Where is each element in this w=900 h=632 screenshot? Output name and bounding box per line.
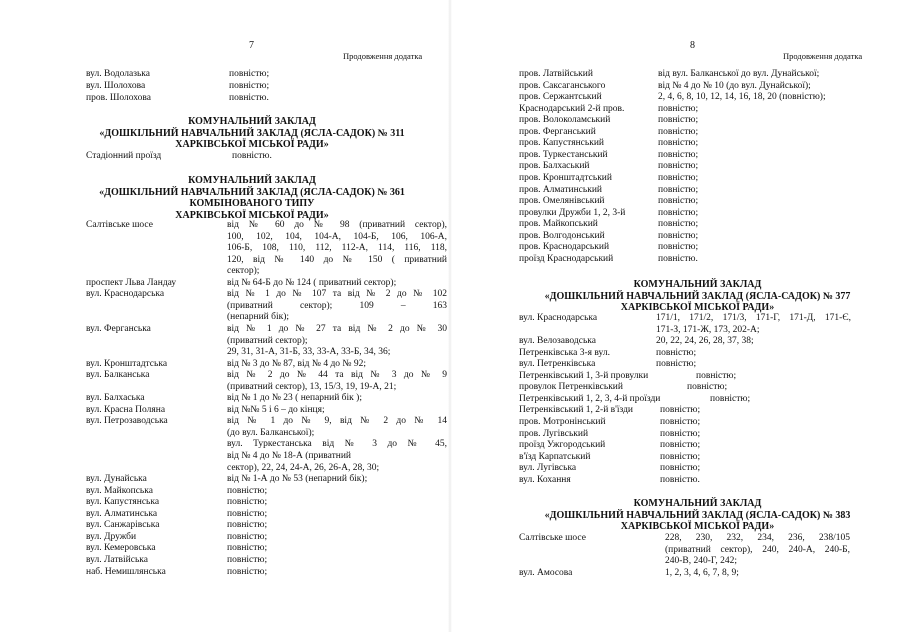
street-range: повністю; [658,196,699,207]
street-name: пров. Алматинський [519,184,602,195]
street-name: пров. Волгодонський [519,230,605,241]
title-line: КОМУНАЛЬНИЙ ЗАКЛАД [188,116,316,127]
title-line: КОМУНАЛЬНИЙ ЗАКЛАД [633,279,762,290]
street-range: повністю; [227,497,268,508]
street-range: (приватний сектор); [227,335,308,346]
street-range: від № 60 до № 98 (приватний сектор), [227,220,447,230]
street-name: Салтівське шосе [519,533,586,543]
street-range: 240-В, 240-Г, 242; [665,556,737,567]
street-name: пров. Туркестанський [519,149,608,160]
street-name: пров. Капустянський [519,138,604,149]
street-range: від № 3 до № 87, від № 4 до № 92; [227,358,366,369]
street-name: Салтівське шосе [86,220,153,230]
street-range: повністю; [227,543,268,554]
street-name: вул. Санжарівська [86,520,160,531]
street-name: вул. Амосова [519,567,573,578]
title-line: КОМУНАЛЬНИЙ ЗАКЛАД [633,498,762,509]
street-range: повністю; [660,451,701,462]
section-title-383 [505,498,890,533]
street-name: вул. Лугівська [519,463,577,474]
title-line: КОМБІНОВАНОГО ТИПУ [189,198,315,209]
street-name: вул. Латвійська [86,554,148,565]
street-range: 171-З, 171-Ж, 173, 202-А; [656,324,760,335]
street-range: 228, 230, 232, 234, 236, 238/105 [665,533,850,543]
street-range: 120, від № 140 до № 150 ( приватний [227,254,447,265]
street-range: повністю. [232,151,272,161]
document-page-right [450,0,900,632]
street-range: від № 1 до № 23 ( непарний бік ); [227,393,362,404]
street-range: 106-Б, 108, 110, 112, 112-А, 114, 116, 118, [227,243,447,254]
title-line: ХАРКІВСЬКОЇ МІСЬКОЇ РАДИ» [175,209,329,221]
street-range: від № 1 до № 27 та від № 2 до № 30 [227,323,447,334]
street-range: від № 1-А до № 53 (непарний бік); [227,474,368,485]
street-name: Петренківський 1, 2-й в'їзди [519,405,633,416]
street-range: повністю; [660,416,701,427]
street-range: повністю; [658,184,699,195]
title-line: ХАРКІВСЬКОЇ МІСЬКОЇ РАДИ» [175,139,329,150]
street-range: повністю; [660,405,701,416]
street-name: провулки Дружби 1, 2, 3-й [519,207,626,218]
street-name: пров. Латвійський [519,69,593,79]
street-range: 100, 102, 104, 104-А, 104-Б, 106, 106-А, [227,231,447,242]
street-name: проїзд Ужгородський [519,440,606,451]
street-name: вул. Балканська [86,370,150,381]
street-range: повністю; [710,393,751,404]
page-number: 8 [690,40,695,51]
street-range: від № 4 до № 18-А (приватний [227,451,352,461]
title-line: «ДОШКІЛЬНИЙ НАВЧАЛЬНИЙ ЗАКЛАД (ЯСЛА-САДОК) № 311 [99,127,405,139]
street-name: вул. Дружби [86,531,137,542]
street-name: вул. Петрозаводська [86,416,168,427]
street-name: пров. Майкопський [519,219,598,230]
title-line: «ДОШКІЛЬНИЙ НАВЧАЛЬНИЙ ЗАКЛАД (ЯСЛА-САДОК) № 377 [544,290,851,302]
street-range: (непарний бік); [227,312,290,323]
street-range: від № 64-Б до № 124 ( приватний сектор); [227,277,397,288]
page-header: Продовження додатка [343,51,423,61]
title-line: «ДОШКІЛЬНИЙ НАВЧАЛЬНИЙ ЗАКЛАД (ЯСЛА-САДОК) № 361 [99,186,405,198]
street-range: повністю. [660,474,700,485]
street-range: від № 1 до № 9, від № 2 до № 14 [227,416,447,427]
street-name: вул. Велозаводська [519,336,596,347]
street-range: повністю. [658,253,698,264]
street-range: повністю. [229,93,269,103]
street-range: 1, 2, 3, 4, 6, 7, 8, 9; [665,567,739,578]
street-range: 29, 31, 31-А, 31-Б, 33, 33-А, 33-Б, 34, 36; [227,347,391,358]
street-name: пров. Сержантський [519,92,602,103]
street-range: від №№ 5 і 6 – до кінця; [227,404,325,415]
page-header: Продовження додатка [783,51,863,61]
street-name: пров. Саксаганського [519,80,606,91]
street-name: пров. Лугівський [519,428,589,439]
street-range: від вул. Балканської до вул. Дунайської; [658,69,820,79]
street-range: повністю; [660,428,701,439]
title-line: ХАРКІВСЬКОЇ МІСЬКОЇ РАДИ» [620,521,775,532]
street-name: вул. Краснодарська [519,313,598,323]
street-name: Краснодарський 2-й пров. [519,103,625,114]
street-name: вул. Алматинська [86,508,158,519]
street-range: 20, 22, 24, 26, 28, 37, 38; [656,336,754,347]
street-range: повністю; [229,81,270,91]
street-range: повністю; [658,172,699,183]
street-name: вул. Майкопська [86,485,153,496]
street-name: вул. Краснодарська [86,289,165,300]
street-range: повністю; [227,566,268,577]
street-range: повністю; [687,382,728,393]
street-range: повністю; [656,347,697,358]
title-line: КОМУНАЛЬНИЙ ЗАКЛАД [188,175,316,186]
street-name: вул. Водолазька [86,69,150,79]
street-name: проїзд Краснодарський [519,253,614,264]
street-range: (до вул. Балканської); [227,427,315,438]
street-range: повністю; [227,531,268,542]
street-range: повністю; [660,463,701,474]
street-name: в'їзд Карпатський [519,451,591,462]
street-range: (приватний сектор), 240, 240-А, 240-Б, [665,544,850,555]
street-name: вул. Ферганська [86,323,151,334]
street-name: вул. Капустянська [86,497,160,508]
street-range: повністю; [227,485,268,496]
street-name: вул. Кохання [519,474,571,485]
street-range: 171/1, 171/2, 171/3, 171-Г, 171-Д, 171-Є, [656,313,851,323]
street-range: (приватний сектор); 109 – 163 [227,300,447,311]
street-name: пров. Кронштадтський [519,172,612,183]
street-range: повністю; [229,69,270,79]
street-name: вул. Кемеровська [86,543,156,554]
street-range: повністю; [658,161,699,172]
street-range: повністю; [660,440,701,451]
street-range: повністю; [658,219,699,230]
street-name: вул. Балхаська [86,393,145,404]
title-line: ХАРКІВСЬКОЇ МІСЬКОЇ РАДИ» [620,302,775,313]
street-name: Петренківський 1, 3-й провулки [519,370,649,381]
street-name: пров. Балхаський [519,161,590,172]
street-range: 2, 4, 6, 8, 10, 12, 14, 16, 18, 20 (повністю); [658,92,826,103]
street-name: наб. Немишлянська [86,566,166,577]
street-name: пров. Ферганський [519,126,596,137]
street-name: вул. Петренківська [519,359,596,370]
street-name: вул. Кронштадтська [86,358,168,369]
street-range: повністю; [227,508,268,519]
street-name: проспект Льва Ландау [86,277,177,288]
street-range: повністю; [658,103,699,114]
street-name: пров. Шолохова [86,93,151,103]
title-line: «ДОШКІЛЬНИЙ НАВЧАЛЬНИЙ ЗАКЛАД (ЯСЛА-САДОК) № 383 [544,509,851,521]
street-range: повністю; [658,115,699,126]
street-name: вул. Шолохова [86,81,146,91]
section-title-361 [60,175,444,221]
street-range: повністю; [658,138,699,149]
street-range: від № 1 до № 107 та від № 2 до № 102 [227,289,447,300]
street-range: сектор); [227,266,260,277]
street-range: вул. Туркестанська від № 3 до № 45, [227,439,447,450]
street-range: повністю; [658,149,699,160]
street-range: повністю; [656,359,697,370]
street-range: повністю; [658,207,699,218]
street-name: пров. Волоколамський [519,115,611,126]
street-name: Стадіонний проїзд [86,151,162,161]
street-name: Петренківська 3-я вул. [519,347,610,358]
street-range: від № 2 до № 44 та від № 3 до № 9 [227,370,447,381]
page-number: 7 [249,40,254,51]
street-range: повністю; [658,242,699,253]
street-name: пров. Омелянівський [519,196,605,207]
street-name: Петренківський 1, 2, 3, 4-й проїзди [519,393,661,404]
street-range: повністю; [696,370,737,381]
street-range: повністю; [658,230,699,241]
street-range: повністю; [227,554,268,565]
street-name: вул. Дунайська [86,474,147,485]
street-name: пров. Мотронінський [519,416,606,427]
street-name: пров. Краснодарський [519,242,610,253]
section-title-377 [505,279,890,314]
street-range: повністю; [227,520,268,531]
street-range: сектор), 22, 24, 24-А, 26, 26-А, 28, 30; [227,462,380,473]
street-name: вул. Красна Поляна [86,404,166,415]
street-range: (приватний сектор), 13, 15/3, 19, 19-А, 21; [227,381,397,392]
section-title-311 [60,116,444,151]
street-name: провулок Петренківський [519,382,623,393]
street-range: повністю; [658,126,699,137]
street-range: від № 4 до № 10 (до вул. Дунайської); [658,80,811,91]
